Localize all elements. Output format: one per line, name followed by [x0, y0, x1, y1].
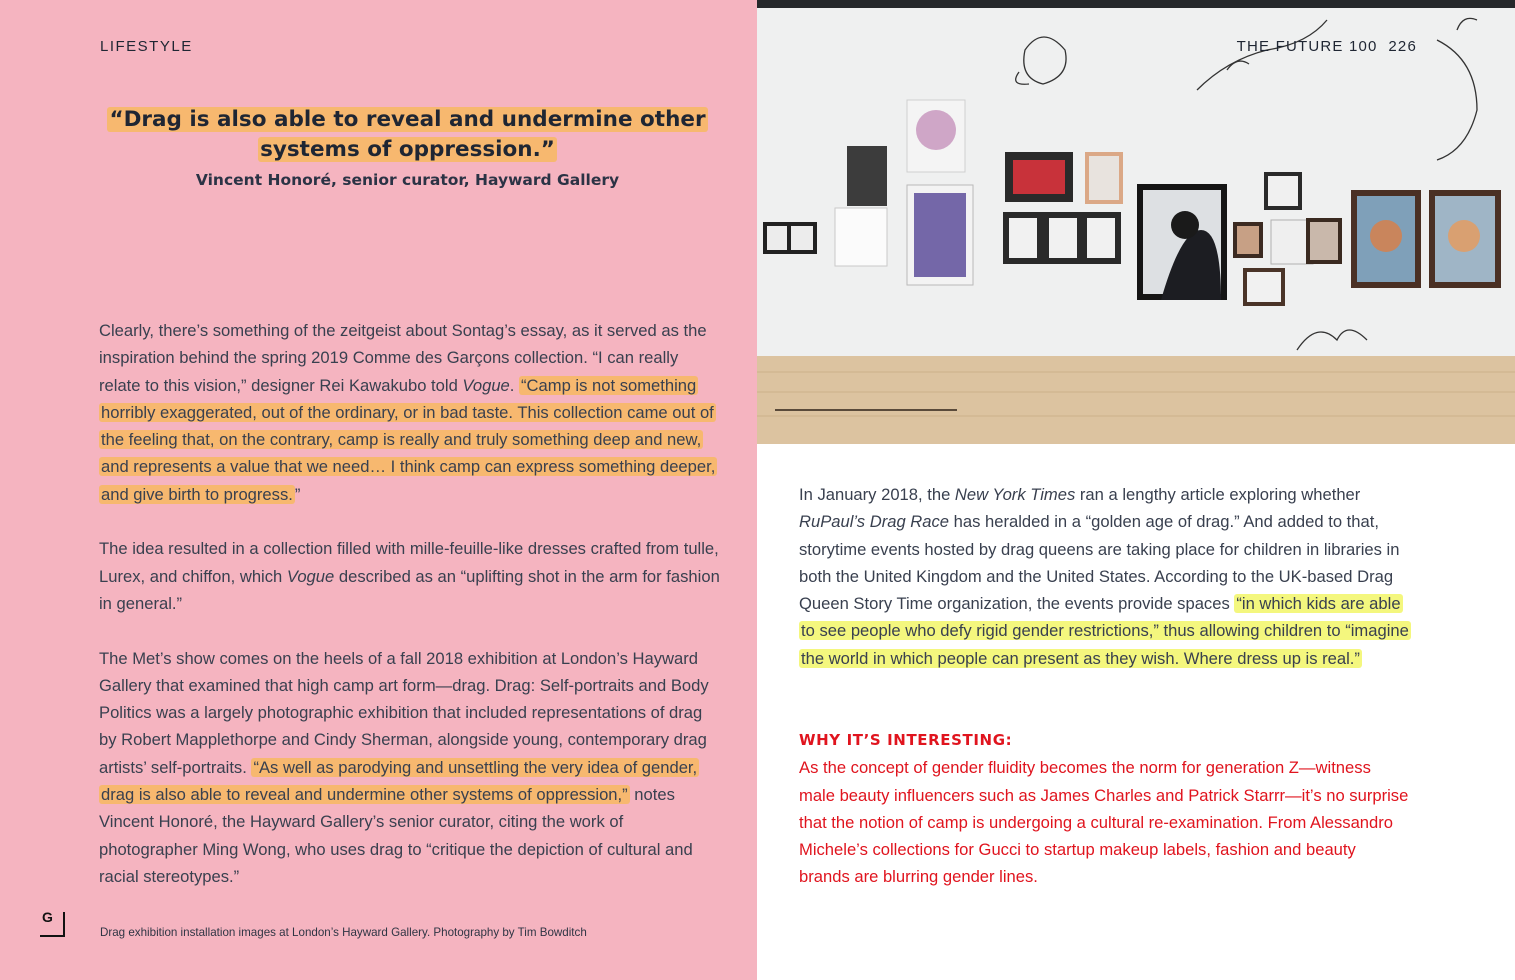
folio [1237, 38, 1417, 55]
paragraph-1: Clearly, there’s something of the zeitgeist about Sontag’s essay, as it served as the inspiration behind the spring 2019 Comme des Garçons collection. “I can really relate to this vision,” designer Rei Kawakubo told Vogue. “Camp is not something horribly exaggerated, out of the ordinary, or in bad taste. This collection came out of the feeling that, on the contrary, camp is really and truly something deep and new, and represents a value that we need… I think camp can express something deeper, and give birth to progress. ” [99, 321, 716, 504]
left-page [0, 0, 757, 980]
section-label: LIFESTYLE [100, 38, 193, 55]
right-body-text [799, 481, 1411, 672]
photo-caption: Drag exhibition installation images at London’s Hayward Gallery. Photography by Tim Bowditch [100, 926, 587, 939]
logo-icon: G [40, 912, 65, 937]
page-number: 226 [1388, 38, 1417, 55]
highlighted-quote: “Camp is not something horribly exaggerated, out of the ordinary, or in bad taste. This collection came out of the feeling that, on the contrary, camp is really and truly something deep and new, and represents a value that we need… I think camp can express something deeper, and give birth to progress. [101, 375, 716, 504]
why-its-interesting [799, 727, 1411, 891]
folio-title: THE FUTURE 100 [1236, 38, 1378, 55]
why-text: As the concept of gender fluidity becomes the norm for generation Z—witness male beauty influencers such as James Charles and Patrick Starrr—it’s no surprise that the notion of camp is undergoing a cultural re-examination. From Alessandro Michele’s collections for Gucci to startup makeup labels, fashion and beauty brands are blurring gender lines. [799, 758, 1409, 887]
paragraph-3: The Met’s show comes on the heels of a fall 2018 exhibition at London’s Hayward Gallery that examined that high camp art form—drag. Drag: Self-portraits and Body Politics was a largely photographic exhibition that included representations of drag by Robert Mapplethorpe and Cindy Sherman, alongside young, contemporary drag artists’ self-portraits. “As well as parodying and unsettling the very idea of gender, drag is also able to reveal and undermine other systems of oppression,” notes Vincent Honoré, the Hayward Gallery’s senior curator, citing the work of photographer Ming Wong, who uses drag to “critique the depiction of cultural and racial stereotypes.” [99, 648, 709, 886]
gallery-photo [757, 0, 1515, 444]
paragraph-2: The idea resulted in a collection filled with mille-feuille-like dresses crafted from tulle, Lurex, and chiffon, which Vogue described as an “uplifting shot in the arm for fashion in general.” [99, 539, 720, 613]
highlighted-quote-yellow: “in which kids are able to see people who defy rigid gender restrictions,” thus allowing children to “imagine the world in which people can present as they wish. Where dress up is real.” [801, 594, 1409, 668]
left-body-text [99, 317, 721, 918]
why-heading: WHY IT’S INTERESTING: [799, 731, 1013, 749]
pull-quote-text [100, 105, 715, 165]
gallery-photo-illustration [757, 0, 1515, 444]
paragraph-right-1: In January 2018, the New York Times ran a lengthy article exploring whether RuPaul’s Drag Race has heralded in a “golden age of drag.” And added to that, storytime events hosted by drag queens are taking place for children in libraries in both the United Kingdom and the United States. According to the UK-based Drag Queen Story Time organization, the events provide spaces “in which kids are able to see people who defy rigid gender restrictions,” thus allowing children to “imagine the world in which people can present as they wish. Where dress up is real.” [799, 485, 1409, 668]
pull-quote-highlight: “Drag is also able to reveal and undermine other systems of oppression.” [109, 107, 706, 162]
highlighted-quote: “As well as parodying and unsettling the very idea of gender, drag is also able to reveal and undermine other systems of oppression,” [101, 757, 698, 805]
pull-quote [100, 105, 715, 189]
pull-quote-attribution: Vincent Honoré, senior curator, Hayward Gallery [195, 171, 620, 189]
